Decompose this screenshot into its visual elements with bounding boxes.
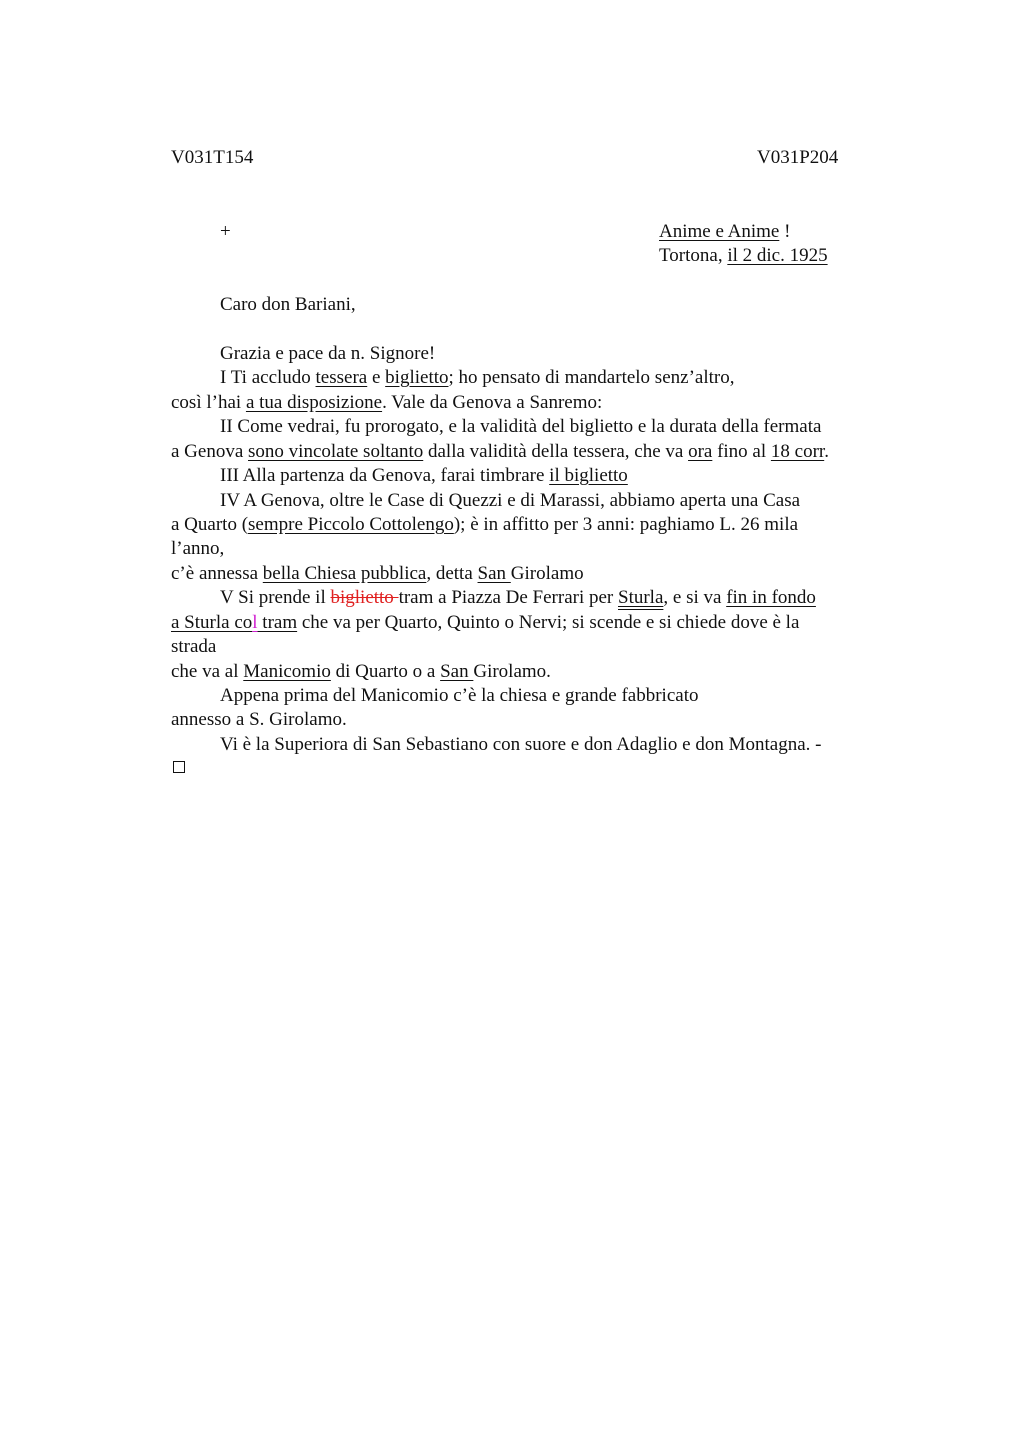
underlined-run: sempre Piccolo Cottolengo [248, 514, 454, 535]
text-run: Girolamo [510, 563, 584, 584]
text-run: c’è annessa [171, 563, 263, 584]
doc-code-left: V031T154 [171, 147, 254, 168]
text-run: V Si prende il [220, 587, 331, 608]
underlined-run: biglietto [385, 367, 449, 388]
text-run: a Genova [171, 441, 249, 462]
paragraph-5-line-3: strada [171, 636, 217, 657]
text-run: ; ho pensato di mandartelo senz’altro, [448, 367, 735, 388]
text-run: , e si va [663, 587, 727, 608]
doc-code-right: V031P204 [757, 147, 839, 168]
paragraph-1-line-2 [171, 391, 602, 415]
paragraph-2-line-1: II Come vedrai, fu prorogato, e la validità del biglietto e la durata della fermata [220, 416, 822, 437]
underlined-run: a tua disposizione [245, 392, 383, 413]
text-run: dalla validità della tessera, che va [423, 441, 689, 462]
motto-text: Anime e Anime [659, 221, 780, 242]
paragraph-7: Vi è la Superiora di San Sebastiano con suore e don Adaglio e don Montagna. - [220, 734, 822, 755]
text-run: a Quarto ( [171, 514, 249, 535]
place-date [659, 244, 828, 268]
text-run: I Ti accludo [220, 367, 316, 388]
paragraph-3 [220, 464, 628, 488]
text-run: . [824, 441, 829, 462]
text-run: III Alla partenza da Genova, farai timbrare [220, 465, 550, 486]
text-run: che va al [171, 661, 244, 682]
underlined-run: San [440, 661, 474, 682]
underlined-run: il biglietto [549, 465, 628, 486]
greeting: Grazia e pace da n. Signore! [220, 343, 436, 364]
text-run: e [367, 367, 386, 388]
text-run: di Quarto o a [330, 661, 441, 682]
underlined-run: ora [688, 441, 713, 462]
text-run: che va per Quarto, Quinto o Nervi; si scende e si chiede dove è la [297, 612, 800, 633]
paragraph-5-line-4 [171, 660, 551, 684]
paragraph-2-line-2 [171, 440, 829, 464]
underlined-run: tessera [315, 367, 368, 388]
text-run: . Vale da Genova a Sanremo: [382, 392, 603, 413]
text-run: così l’hai [171, 392, 246, 413]
paragraph-4-line-3: l’anno, [171, 538, 225, 559]
motto [659, 220, 790, 244]
paragraph-4-line-1: IV A Genova, oltre le Case di Quezzi e di Marassi, abbiamo aperta una Casa [220, 490, 801, 511]
text-run: tram a Piazza De Ferrari per [398, 587, 618, 608]
inserted-text: l [252, 612, 258, 633]
place: Tortona, [659, 245, 728, 266]
double-underlined-run: Sturla [618, 587, 664, 608]
paragraph-6-line-1: Appena prima del Manicomio c’è la chiesa e grande fabbricato [220, 685, 699, 706]
paragraph-5-line-1 [220, 586, 816, 610]
cross-mark: + [220, 221, 231, 242]
underlined-run: tram [257, 612, 298, 633]
text-run: fino al [712, 441, 771, 462]
end-box-icon [173, 761, 185, 775]
paragraph-1-line-1 [220, 366, 734, 390]
paragraph-6-line-2: annesso a S. Girolamo. [171, 709, 347, 730]
underlined-run: Manicomio [243, 661, 331, 682]
text-run: , detta [426, 563, 478, 584]
paragraph-4-line-4 [171, 562, 584, 586]
underlined-run: San [477, 563, 511, 584]
date: il 2 dic. 1925 [727, 245, 828, 266]
text-run: ); è in affitto per 3 anni: paghiamo L. 26 mila [453, 514, 799, 535]
underlined-run: fin in fondo [726, 587, 816, 608]
paragraph-4-line-2 [171, 513, 798, 537]
salutation: Caro don Bariani, [220, 294, 356, 315]
motto-tail: ! [779, 221, 791, 242]
text-run: Girolamo. [473, 661, 551, 682]
underlined-run: sono vincolate soltanto [248, 441, 424, 462]
underlined-run: a Sturla co [171, 612, 253, 633]
underlined-run: 18 corr [770, 441, 825, 462]
paragraph-5-line-2 [171, 611, 799, 635]
underlined-run: bella Chiesa pubblica [262, 563, 427, 584]
deleted-text: biglietto [330, 587, 399, 608]
